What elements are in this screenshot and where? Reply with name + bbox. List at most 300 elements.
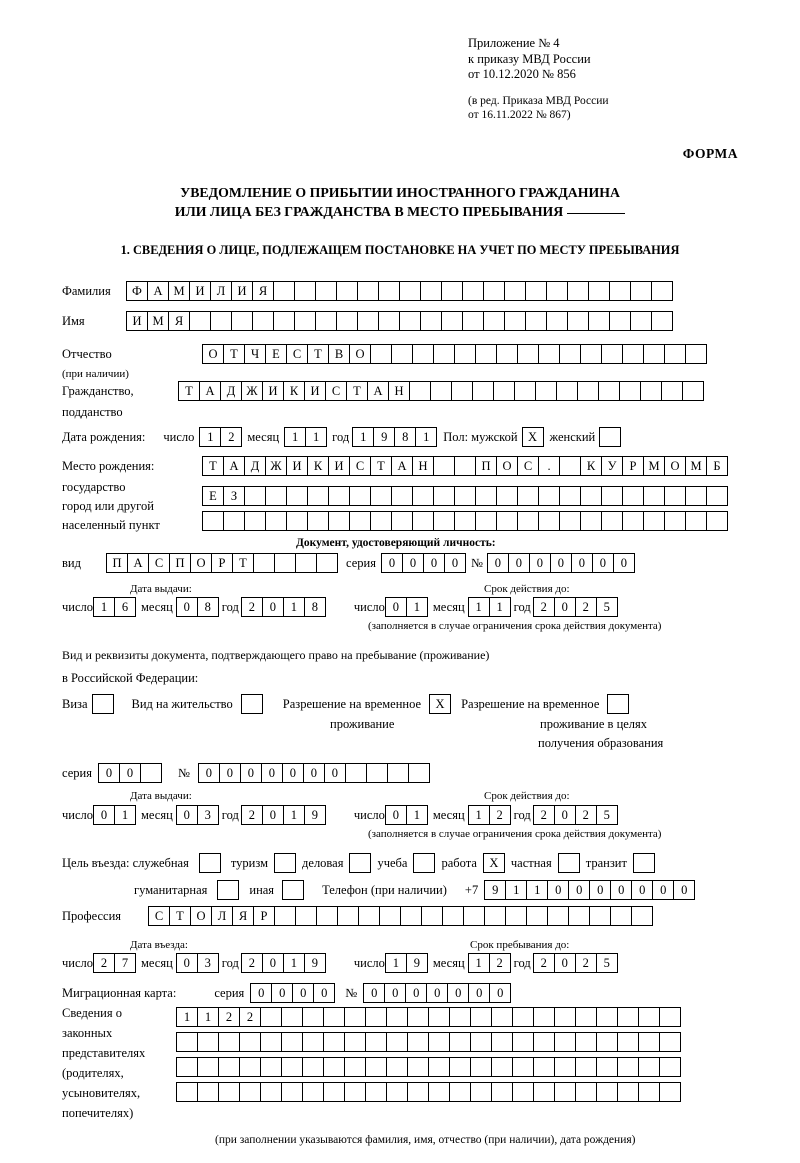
cell[interactable] (651, 311, 673, 331)
cell[interactable]: 0 (93, 805, 115, 825)
cell[interactable]: 0 (119, 763, 141, 783)
cell[interactable]: 0 (219, 763, 241, 783)
cell[interactable]: 0 (589, 880, 611, 900)
cell[interactable]: 0 (303, 763, 325, 783)
cell[interactable]: Т (232, 553, 254, 573)
cell[interactable] (547, 906, 569, 926)
cell[interactable]: К (307, 456, 329, 476)
purpose-transit-checkbox[interactable] (633, 853, 655, 873)
cell[interactable] (470, 1082, 492, 1102)
cell[interactable] (281, 1032, 303, 1052)
stay-until-year-input[interactable] (533, 953, 618, 973)
cell[interactable] (664, 486, 686, 506)
cell[interactable] (609, 281, 631, 301)
cell[interactable] (349, 511, 371, 531)
birth-place-line-1-input[interactable] (202, 456, 728, 476)
cell[interactable]: 2 (575, 805, 597, 825)
cell[interactable]: А (147, 281, 169, 301)
cell[interactable]: 1 (468, 953, 490, 973)
cell[interactable]: 0 (282, 763, 304, 783)
cell[interactable] (617, 1007, 639, 1027)
cell[interactable]: В (328, 344, 350, 364)
cell[interactable] (294, 311, 316, 331)
cell[interactable] (559, 511, 581, 531)
cell[interactable] (409, 381, 431, 401)
cell[interactable] (496, 486, 518, 506)
cell[interactable]: 9 (484, 880, 506, 900)
cell[interactable]: 0 (487, 553, 509, 573)
cell[interactable] (399, 311, 421, 331)
cell[interactable] (428, 1082, 450, 1102)
cell[interactable] (556, 381, 578, 401)
cell[interactable]: Д (244, 456, 266, 476)
cell[interactable] (428, 1057, 450, 1077)
cell[interactable] (441, 281, 463, 301)
cell[interactable]: 1 (305, 427, 327, 447)
cell[interactable] (588, 281, 610, 301)
cell[interactable]: Т (178, 381, 200, 401)
sex-male-checkbox[interactable]: X (522, 427, 544, 447)
cell[interactable] (517, 511, 539, 531)
cell[interactable]: 1 (283, 805, 305, 825)
cell[interactable] (622, 486, 644, 506)
cell[interactable] (622, 344, 644, 364)
cell[interactable] (407, 1032, 429, 1052)
cell[interactable] (218, 1032, 240, 1052)
cell[interactable] (274, 553, 296, 573)
cell[interactable] (344, 1032, 366, 1052)
cell[interactable] (197, 1057, 219, 1077)
birth-place-line-2-input[interactable] (202, 486, 728, 506)
profession-input[interactable] (148, 906, 653, 926)
legal-reps-line-2-input[interactable] (176, 1032, 681, 1052)
cell[interactable]: 9 (304, 953, 326, 973)
cell[interactable] (336, 281, 358, 301)
cell[interactable] (638, 1032, 660, 1052)
stay-issue-year-input[interactable] (241, 805, 326, 825)
cell[interactable] (643, 344, 665, 364)
cell[interactable] (451, 381, 473, 401)
cell[interactable] (580, 486, 602, 506)
cell[interactable]: 0 (176, 953, 198, 973)
cell[interactable] (617, 1082, 639, 1102)
cell[interactable] (568, 906, 590, 926)
cell[interactable] (559, 456, 581, 476)
cell[interactable] (231, 311, 253, 331)
cell[interactable] (387, 763, 409, 783)
stay-until-day-input[interactable] (385, 953, 428, 973)
cell[interactable] (630, 281, 652, 301)
cell[interactable] (433, 511, 455, 531)
cell[interactable]: Я (252, 281, 274, 301)
cell[interactable] (575, 1007, 597, 1027)
cell[interactable] (197, 1032, 219, 1052)
cell[interactable] (260, 1082, 282, 1102)
cell[interactable]: С (286, 344, 308, 364)
cell[interactable] (496, 511, 518, 531)
birth-month-input[interactable] (284, 427, 327, 447)
cell[interactable]: Т (223, 344, 245, 364)
temp-residence-checkbox[interactable]: X (429, 694, 451, 714)
legal-reps-line-4-input[interactable] (176, 1082, 681, 1102)
cell[interactable] (449, 1007, 471, 1027)
cell[interactable] (386, 1007, 408, 1027)
cell[interactable]: Т (202, 456, 224, 476)
cell[interactable]: Е (265, 344, 287, 364)
identity-issue-day-input[interactable] (93, 597, 136, 617)
identity-doc-kind-input[interactable] (106, 553, 338, 573)
cell[interactable] (323, 1032, 345, 1052)
cell[interactable]: 1 (284, 427, 306, 447)
cell[interactable] (323, 1007, 345, 1027)
cell[interactable]: 9 (373, 427, 395, 447)
cell[interactable]: 0 (571, 553, 593, 573)
cell[interactable] (302, 1032, 324, 1052)
cell[interactable]: 0 (554, 953, 576, 973)
cell[interactable]: И (262, 381, 284, 401)
cell[interactable]: 0 (261, 763, 283, 783)
edu-residence-checkbox[interactable] (607, 694, 629, 714)
cell[interactable]: 2 (575, 597, 597, 617)
phone-input[interactable] (484, 880, 695, 900)
identity-valid-year-input[interactable] (533, 597, 618, 617)
cell[interactable] (505, 906, 527, 926)
cell[interactable] (491, 1057, 513, 1077)
cell[interactable]: И (286, 456, 308, 476)
cell[interactable]: З (223, 486, 245, 506)
cell[interactable] (344, 1007, 366, 1027)
cell[interactable] (638, 1057, 660, 1077)
cell[interactable]: 0 (324, 763, 346, 783)
cell[interactable]: О (190, 906, 212, 926)
cell[interactable] (260, 1032, 282, 1052)
cell[interactable] (365, 1032, 387, 1052)
cell[interactable]: 3 (197, 805, 219, 825)
cell[interactable] (428, 1007, 450, 1027)
cell[interactable] (610, 906, 632, 926)
identity-valid-day-input[interactable] (385, 597, 428, 617)
cell[interactable] (449, 1057, 471, 1077)
stay-valid-month-input[interactable] (468, 805, 511, 825)
cell[interactable] (408, 763, 430, 783)
visa-checkbox[interactable] (92, 694, 114, 714)
cell[interactable]: С (517, 456, 539, 476)
cell[interactable] (281, 1082, 303, 1102)
cell[interactable]: 8 (197, 597, 219, 617)
cell[interactable] (399, 281, 421, 301)
cell[interactable]: 1 (406, 597, 428, 617)
cell[interactable]: 9 (304, 805, 326, 825)
cell[interactable]: 1 (199, 427, 221, 447)
cell[interactable] (315, 281, 337, 301)
cell[interactable] (378, 311, 400, 331)
cell[interactable]: 0 (554, 597, 576, 617)
cell[interactable] (420, 311, 442, 331)
residence-permit-checkbox[interactable] (241, 694, 263, 714)
cell[interactable]: 1 (385, 953, 407, 973)
cell[interactable]: Я (232, 906, 254, 926)
cell[interactable]: Ж (241, 381, 263, 401)
cell[interactable] (391, 511, 413, 531)
cell[interactable] (638, 1007, 660, 1027)
cell[interactable] (323, 1082, 345, 1102)
cell[interactable]: 0 (468, 983, 490, 1003)
cell[interactable]: 0 (271, 983, 293, 1003)
cell[interactable] (577, 381, 599, 401)
cell[interactable]: О (202, 344, 224, 364)
cell[interactable] (421, 906, 443, 926)
cell[interactable]: А (391, 456, 413, 476)
cell[interactable] (307, 511, 329, 531)
cell[interactable]: 0 (405, 983, 427, 1003)
cell[interactable] (286, 486, 308, 506)
cell[interactable] (273, 311, 295, 331)
cell[interactable] (538, 344, 560, 364)
cell[interactable]: 0 (426, 983, 448, 1003)
cell[interactable] (302, 1007, 324, 1027)
purpose-other-checkbox[interactable] (282, 880, 304, 900)
cell[interactable] (554, 1032, 576, 1052)
legal-reps-line-1-input[interactable] (176, 1007, 681, 1027)
cell[interactable] (176, 1057, 198, 1077)
cell[interactable] (559, 344, 581, 364)
cell[interactable]: М (643, 456, 665, 476)
cell[interactable]: 0 (508, 553, 530, 573)
cell[interactable] (659, 1057, 681, 1077)
birth-place-line-3-input[interactable] (202, 511, 728, 531)
cell[interactable]: 1 (352, 427, 374, 447)
cell[interactable] (475, 486, 497, 506)
cell[interactable] (462, 311, 484, 331)
cell[interactable]: 0 (176, 805, 198, 825)
cell[interactable]: У (601, 456, 623, 476)
cell[interactable]: 0 (381, 553, 403, 573)
cell[interactable]: 0 (550, 553, 572, 573)
purpose-humanitarian-checkbox[interactable] (217, 880, 239, 900)
cell[interactable]: 0 (547, 880, 569, 900)
cell[interactable] (575, 1057, 597, 1077)
cell[interactable] (535, 381, 557, 401)
cell[interactable] (316, 906, 338, 926)
cell[interactable] (244, 486, 266, 506)
cell[interactable] (253, 553, 275, 573)
cell[interactable]: 0 (489, 983, 511, 1003)
cell[interactable] (407, 1007, 429, 1027)
cell[interactable] (643, 486, 665, 506)
cell[interactable]: 0 (529, 553, 551, 573)
cell[interactable] (463, 906, 485, 926)
cell[interactable] (554, 1057, 576, 1077)
cell[interactable] (617, 1032, 639, 1052)
cell[interactable] (491, 1007, 513, 1027)
cell[interactable]: О (496, 456, 518, 476)
cell[interactable] (433, 456, 455, 476)
cell[interactable] (517, 486, 539, 506)
cell[interactable] (223, 511, 245, 531)
cell[interactable]: 0 (292, 983, 314, 1003)
cell[interactable] (643, 511, 665, 531)
cell[interactable]: 0 (444, 553, 466, 573)
cell[interactable] (484, 906, 506, 926)
cell[interactable] (685, 511, 707, 531)
cell[interactable] (472, 381, 494, 401)
stay-doc-number-input[interactable] (198, 763, 430, 783)
cell[interactable] (580, 511, 602, 531)
cell[interactable] (546, 311, 568, 331)
cell[interactable] (664, 344, 686, 364)
stay-valid-year-input[interactable] (533, 805, 618, 825)
stay-issue-month-input[interactable] (176, 805, 219, 825)
cell[interactable] (554, 1007, 576, 1027)
cell[interactable]: Н (388, 381, 410, 401)
cell[interactable] (344, 1082, 366, 1102)
cell[interactable]: 0 (554, 805, 576, 825)
cell[interactable] (517, 344, 539, 364)
cell[interactable]: 8 (394, 427, 416, 447)
cell[interactable] (538, 511, 560, 531)
cell[interactable] (358, 906, 380, 926)
cell[interactable] (286, 511, 308, 531)
cell[interactable] (512, 1007, 534, 1027)
cell[interactable]: 9 (406, 953, 428, 973)
cell[interactable]: 0 (423, 553, 445, 573)
cell[interactable]: 2 (220, 427, 242, 447)
cell[interactable] (218, 1057, 240, 1077)
cell[interactable] (554, 1082, 576, 1102)
cell[interactable] (454, 486, 476, 506)
entry-month-input[interactable] (176, 953, 219, 973)
cell[interactable] (210, 311, 232, 331)
cell[interactable] (575, 1032, 597, 1052)
cell[interactable]: 1 (197, 1007, 219, 1027)
cell[interactable] (640, 381, 662, 401)
cell[interactable]: Д (220, 381, 242, 401)
cell[interactable]: Я (168, 311, 190, 331)
cell[interactable]: Р (211, 553, 233, 573)
stay-until-month-input[interactable] (468, 953, 511, 973)
cell[interactable] (345, 763, 367, 783)
cell[interactable] (239, 1082, 261, 1102)
cell[interactable] (294, 281, 316, 301)
cell[interactable] (274, 906, 296, 926)
cell[interactable]: 2 (575, 953, 597, 973)
cell[interactable]: 1 (468, 597, 490, 617)
cell[interactable]: Е (202, 486, 224, 506)
identity-issue-month-input[interactable] (176, 597, 219, 617)
cell[interactable] (197, 1082, 219, 1102)
cell[interactable]: 2 (533, 597, 555, 617)
cell[interactable]: 0 (385, 805, 407, 825)
cell[interactable]: Ч (244, 344, 266, 364)
cell[interactable]: 0 (568, 880, 590, 900)
cell[interactable] (454, 456, 476, 476)
cell[interactable] (365, 1082, 387, 1102)
cell[interactable] (659, 1032, 681, 1052)
cell[interactable] (664, 511, 686, 531)
cell[interactable]: 3 (197, 953, 219, 973)
cell[interactable] (596, 1007, 618, 1027)
cell[interactable]: П (106, 553, 128, 573)
migration-card-number-input[interactable] (363, 983, 511, 1003)
cell[interactable] (400, 906, 422, 926)
cell[interactable] (239, 1057, 261, 1077)
cell[interactable] (430, 381, 452, 401)
cell[interactable]: Л (210, 281, 232, 301)
cell[interactable]: Н (412, 456, 434, 476)
cell[interactable] (512, 1082, 534, 1102)
purpose-service-checkbox[interactable] (199, 853, 221, 873)
cell[interactable] (533, 1032, 555, 1052)
cell[interactable] (316, 553, 338, 573)
cell[interactable]: С (325, 381, 347, 401)
cell[interactable] (442, 906, 464, 926)
cell[interactable]: 1 (406, 805, 428, 825)
cell[interactable] (349, 486, 371, 506)
cell[interactable]: 2 (241, 953, 263, 973)
cell[interactable] (525, 281, 547, 301)
cell[interactable] (281, 1057, 303, 1077)
cell[interactable] (706, 511, 728, 531)
cell[interactable]: Т (169, 906, 191, 926)
cell[interactable] (407, 1057, 429, 1077)
cell[interactable]: 8 (304, 597, 326, 617)
cell[interactable] (370, 344, 392, 364)
cell[interactable] (391, 344, 413, 364)
cell[interactable] (379, 906, 401, 926)
cell[interactable] (315, 311, 337, 331)
cell[interactable] (428, 1032, 450, 1052)
cell[interactable] (596, 1082, 618, 1102)
cell[interactable]: 0 (262, 953, 284, 973)
cell[interactable]: 0 (98, 763, 120, 783)
purpose-work-checkbox[interactable]: X (483, 853, 505, 873)
identity-doc-series-input[interactable] (381, 553, 466, 573)
cell[interactable] (533, 1082, 555, 1102)
cell[interactable]: 5 (596, 805, 618, 825)
cell[interactable] (470, 1007, 492, 1027)
cell[interactable]: Л (211, 906, 233, 926)
cell[interactable] (685, 344, 707, 364)
cell[interactable] (601, 344, 623, 364)
cell[interactable] (609, 311, 631, 331)
cell[interactable] (512, 1057, 534, 1077)
cell[interactable]: И (304, 381, 326, 401)
stay-issue-day-input[interactable] (93, 805, 136, 825)
cell[interactable] (295, 906, 317, 926)
cell[interactable] (514, 381, 536, 401)
cell[interactable]: Ф (126, 281, 148, 301)
cell[interactable]: 2 (241, 597, 263, 617)
birth-day-input[interactable] (199, 427, 242, 447)
cell[interactable] (323, 1057, 345, 1077)
cell[interactable] (475, 344, 497, 364)
cell[interactable] (412, 344, 434, 364)
cell[interactable]: 2 (239, 1007, 261, 1027)
cell[interactable]: 0 (250, 983, 272, 1003)
cell[interactable] (601, 486, 623, 506)
cell[interactable] (601, 511, 623, 531)
cell[interactable]: С (148, 553, 170, 573)
cell[interactable] (630, 311, 652, 331)
cell[interactable] (470, 1057, 492, 1077)
cell[interactable]: К (283, 381, 305, 401)
stay-valid-day-input[interactable] (385, 805, 428, 825)
cell[interactable] (567, 281, 589, 301)
cell[interactable]: С (349, 456, 371, 476)
cell[interactable] (596, 1057, 618, 1077)
cell[interactable]: 1 (283, 953, 305, 973)
cell[interactable]: 1 (468, 805, 490, 825)
